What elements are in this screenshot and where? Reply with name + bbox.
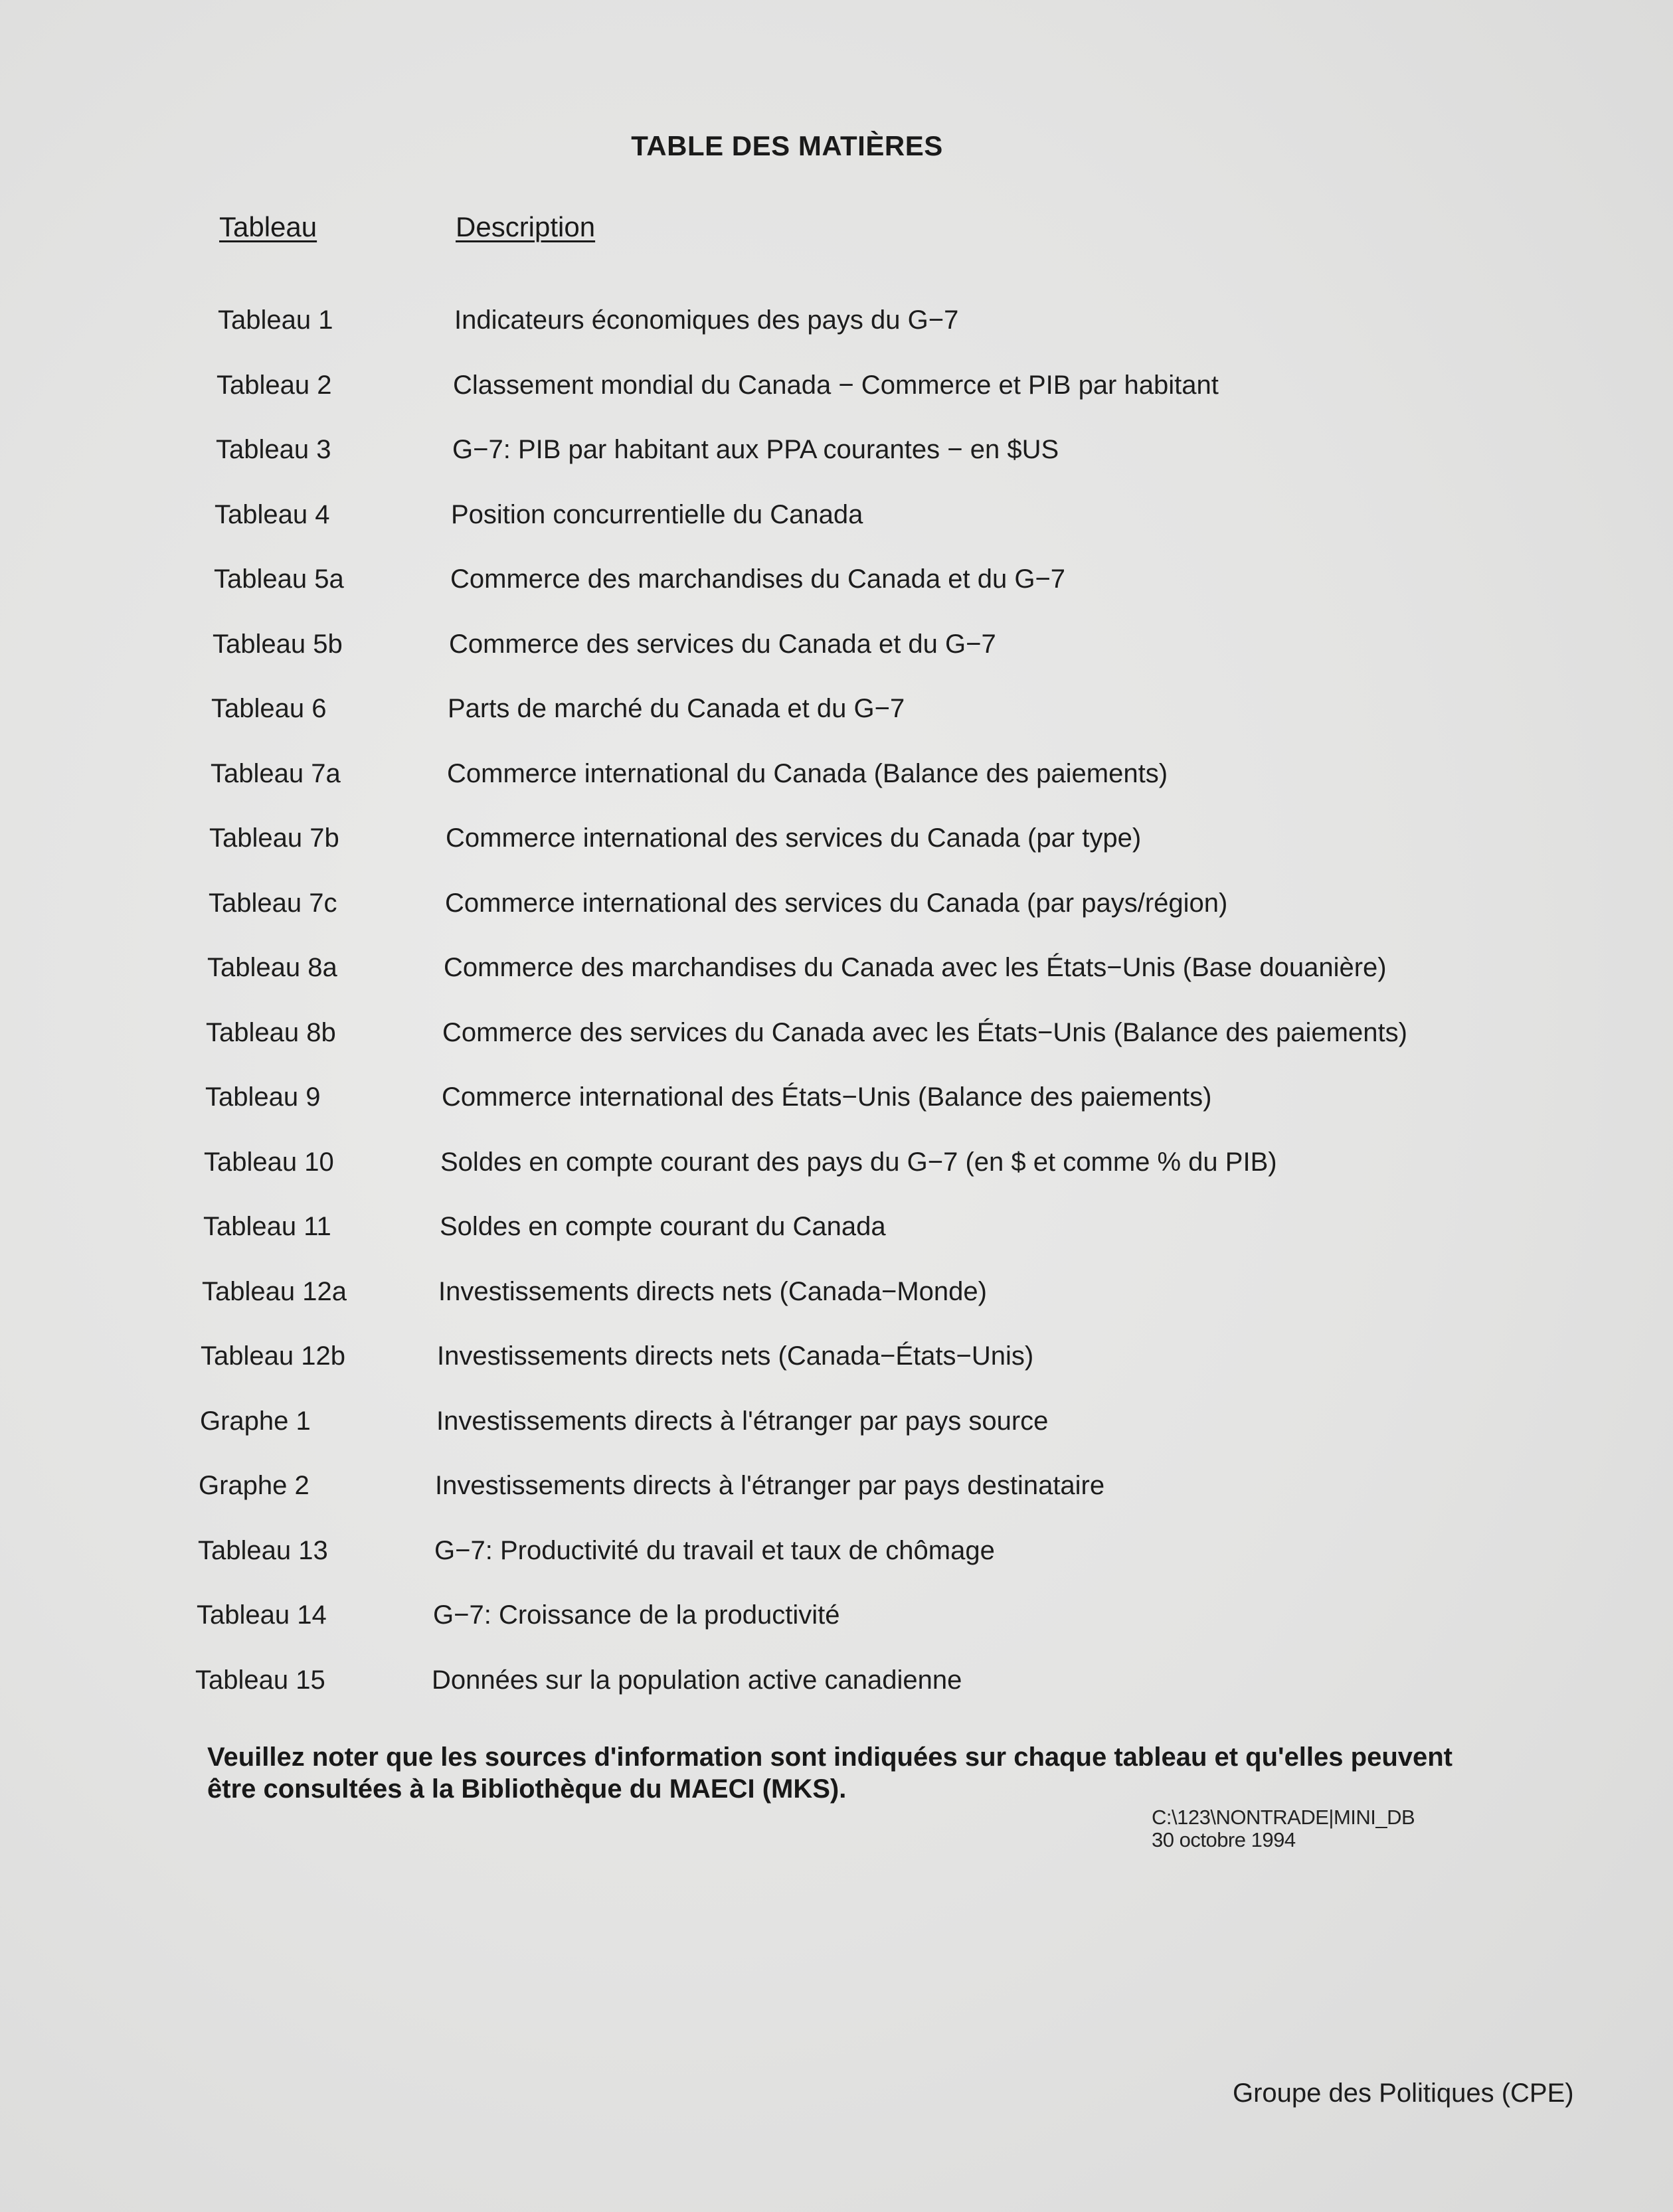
entry-description: Soldes en compte courant des pays du G−7 (en $ et comme % du PIB) bbox=[440, 1147, 1277, 1177]
page-title: TABLE DES MATIÈRES bbox=[631, 130, 943, 161]
list-item bbox=[0, 1531, 1673, 1596]
entry-description: Investissements directs nets (Canada−États−Unis) bbox=[437, 1341, 1034, 1371]
entry-label: Tableau 10 bbox=[204, 1147, 334, 1177]
list-item bbox=[0, 430, 1673, 495]
list-item bbox=[0, 1207, 1673, 1272]
list-item bbox=[0, 1077, 1673, 1142]
entry-label: Tableau 3 bbox=[216, 435, 331, 464]
entry-label: Graphe 2 bbox=[199, 1471, 309, 1500]
document-date: 30 octobre 1994 bbox=[1152, 1828, 1296, 1851]
sources-note: Veuillez noter que les sources d'information sont indiquées sur chaque tableau et qu'elles peuvent être consultées à la Bibliothèque du MAECI (MKS). bbox=[207, 1743, 1453, 1804]
entry-label: Tableau 7b bbox=[209, 823, 339, 853]
list-item bbox=[0, 1142, 1673, 1207]
entry-description: Parts de marché du Canada et du G−7 bbox=[448, 694, 905, 723]
entry-label: Tableau 5b bbox=[213, 629, 343, 659]
entry-description: Soldes en compte courant du Canada bbox=[440, 1212, 886, 1241]
entry-description: G−7: Croissance de la productivité bbox=[433, 1600, 840, 1630]
entry-description: Indicateurs économiques des pays du G−7 bbox=[454, 305, 959, 335]
entry-label: Tableau 7a bbox=[211, 758, 341, 788]
entry-description: Commerce international des États−Unis (Balance des paiements) bbox=[442, 1082, 1212, 1112]
entry-label: Tableau 8a bbox=[207, 953, 337, 982]
entry-label: Tableau 9 bbox=[205, 1082, 321, 1112]
entry-label: Tableau 5a bbox=[214, 564, 344, 594]
list-item bbox=[0, 365, 1673, 430]
entry-label: Graphe 1 bbox=[200, 1406, 311, 1436]
entry-label: Tableau 8b bbox=[206, 1017, 336, 1047]
list-item bbox=[0, 300, 1673, 365]
entry-label: Tableau 13 bbox=[198, 1535, 328, 1565]
list-item bbox=[0, 689, 1673, 754]
entry-label: Tableau 4 bbox=[215, 499, 330, 529]
entry-description: Investissements directs nets (Canada−Monde) bbox=[438, 1276, 987, 1306]
list-item bbox=[0, 624, 1673, 689]
entry-description: Commerce international des services du Canada (par pays/région) bbox=[445, 888, 1228, 918]
entry-label: Tableau 2 bbox=[217, 370, 332, 400]
entry-label: Tableau 6 bbox=[211, 694, 327, 723]
entry-description: Commerce international du Canada (Balance des paiements) bbox=[447, 758, 1168, 788]
file-reference-block bbox=[1152, 1806, 1415, 1851]
list-item bbox=[0, 1660, 1673, 1725]
entry-label: Tableau 11 bbox=[203, 1212, 331, 1241]
entry-description: Investissements directs à l'étranger par pays destinataire bbox=[435, 1471, 1105, 1500]
list-item bbox=[0, 1466, 1673, 1531]
entry-description: Commerce international des services du Canada (par type) bbox=[446, 823, 1142, 853]
list-item bbox=[0, 1595, 1673, 1660]
contents-list bbox=[0, 300, 1673, 1725]
entry-label: Tableau 15 bbox=[195, 1665, 325, 1695]
list-item bbox=[0, 1401, 1673, 1466]
entry-label: Tableau 14 bbox=[197, 1600, 327, 1630]
entry-description: Commerce des services du Canada avec les États−Unis (Balance des paiements) bbox=[442, 1017, 1407, 1047]
entry-label: Tableau 7c bbox=[209, 888, 337, 918]
file-reference: C:\123\NONTRADE|MINI_DB bbox=[1152, 1806, 1415, 1829]
entry-label: Tableau 12a bbox=[202, 1276, 347, 1306]
entry-description: Position concurrentielle du Canada bbox=[451, 499, 863, 529]
entry-description: Investissements directs à l'étranger par pays source bbox=[436, 1406, 1049, 1436]
entry-description: G−7: PIB par habitant aux PPA courantes − en $US bbox=[452, 435, 1059, 464]
list-item bbox=[0, 883, 1673, 948]
list-item bbox=[0, 818, 1673, 883]
list-item bbox=[0, 559, 1673, 624]
entry-description: Classement mondial du Canada − Commerce et PIB par habitant bbox=[453, 370, 1219, 400]
list-item bbox=[0, 754, 1673, 819]
list-item bbox=[0, 948, 1673, 1013]
list-item bbox=[0, 1272, 1673, 1337]
list-item bbox=[0, 495, 1673, 560]
list-item bbox=[0, 1336, 1673, 1401]
entry-description: Commerce des services du Canada et du G−7 bbox=[449, 629, 996, 659]
column-header-description: Description bbox=[456, 211, 596, 242]
entry-label: Tableau 12b bbox=[201, 1341, 345, 1371]
footer-text: Groupe des Politiques (CPE) bbox=[1233, 2079, 1574, 2108]
list-item bbox=[0, 1013, 1673, 1078]
entry-label: Tableau 1 bbox=[218, 305, 333, 335]
entry-description: Données sur la population active canadienne bbox=[432, 1665, 962, 1695]
entry-description: Commerce des marchandises du Canada avec les États−Unis (Base douanière) bbox=[444, 953, 1387, 982]
column-header-table: Tableau bbox=[219, 211, 317, 242]
entry-description: Commerce des marchandises du Canada et du G−7 bbox=[450, 564, 1066, 594]
entry-description: G−7: Productivité du travail et taux de chômage bbox=[434, 1535, 995, 1565]
